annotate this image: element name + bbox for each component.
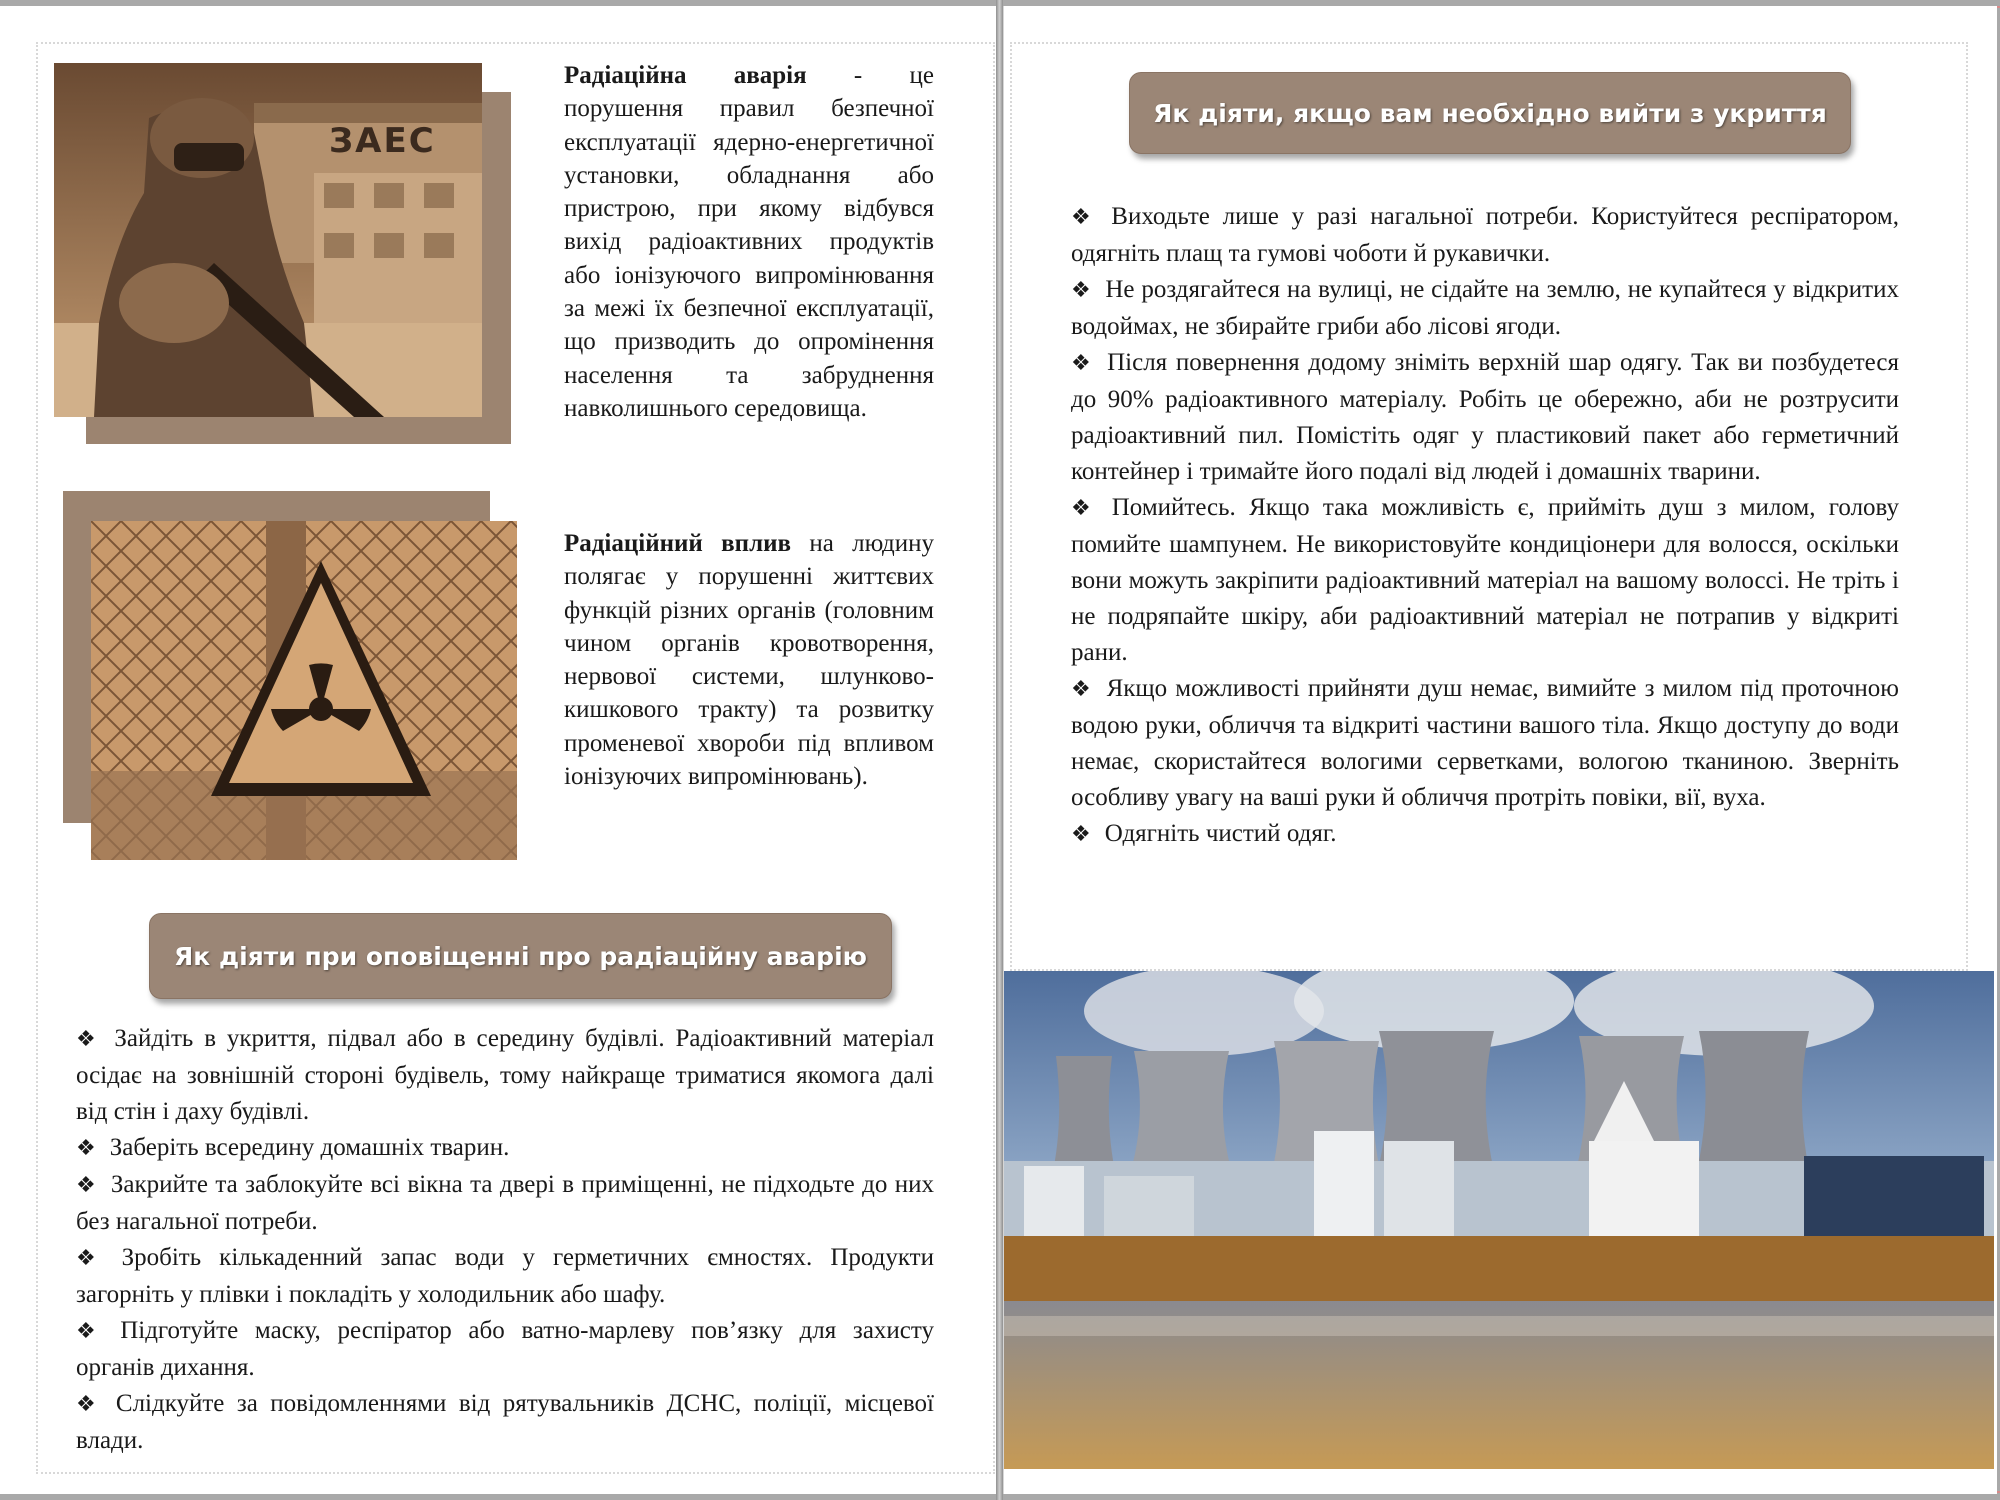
bullet-icon: ❖ bbox=[76, 1246, 108, 1271]
list-item: ❖ Помийтесь. Якщо така можливість є, прийміть душ з милом, голову помийте шампунем. Не використовуйте кондиціонери для волосся, оскільки вони можуть закріпити радіоактивний матеріал на вашому волоссі. Не тріть і не подряпайте шкіру, аби радіоактивний матеріал не потрапив у відкриті рани. bbox=[1071, 494, 1899, 666]
alert-section-title: Як діяти при оповіщенні про радіаційну аварію bbox=[174, 941, 867, 971]
book-gutter bbox=[996, 0, 1003, 1500]
impact-text: на людину полягає у порушенні життєвих функцій різних органів (головним чином органів кровотворення, нервової системи, шлунково-кишкового тракту) та розвитку променевої хвороби під впливом іонізуючих випромінювань). bbox=[564, 530, 934, 791]
bullet-icon: ❖ bbox=[1071, 677, 1093, 702]
list-item: ❖ Заберіть всередину домашніх тварин. bbox=[76, 1134, 510, 1161]
list-item: ❖ Виходьте лише у разі нагальної потреби. Користуйтеся респіратором, одягніть плащ та гумові чоботи й рукавички. bbox=[1071, 203, 1899, 267]
bullet-icon: ❖ bbox=[1071, 278, 1092, 303]
power-plant-photo bbox=[1004, 971, 1994, 1469]
list-item: ❖ Не роздягайтеся на вулиці, не сідайте на землю, не купайтеся у відкритих водоймах, не збирайте гриби або лісові ягоди. bbox=[1071, 276, 1899, 340]
bullet-icon: ❖ bbox=[76, 1173, 97, 1198]
impact-paragraph bbox=[564, 527, 934, 793]
right-page bbox=[1003, 6, 1997, 1494]
bullet-icon: ❖ bbox=[76, 1136, 96, 1161]
bullet-icon: ❖ bbox=[76, 1027, 101, 1052]
list-item: ❖ Після повернення додому зніміть верхній шар одягу. Так ви позбудетеся до 90% радіоактивного матеріалу. Робіть це обережно, аби не розтрусити радіоактивний пил. Помістіть одяг у пластиковий пакет або герметичний контейнер і тримайте його подалі від людей і домашніх тварини. bbox=[1071, 349, 1899, 485]
left-page bbox=[0, 6, 997, 1494]
bullet-icon: ❖ bbox=[76, 1392, 102, 1417]
definition-term: Радіаційна аварія bbox=[564, 62, 807, 89]
exit-actions-list bbox=[1071, 199, 1899, 853]
power-plant-illustration bbox=[1004, 971, 1994, 1469]
bullet-icon: ❖ bbox=[1071, 496, 1098, 521]
definition-paragraph bbox=[564, 59, 934, 425]
bullet-icon: ❖ bbox=[76, 1319, 107, 1344]
radiation-sign-photo bbox=[91, 521, 517, 860]
list-item: ❖ Підготуйте маску, респіратор або ватно-марлеву пов’язку для захисту органів дихання. bbox=[76, 1317, 934, 1381]
bullet-icon: ❖ bbox=[1071, 822, 1091, 847]
list-item: ❖ Якщо можливості прийняти душ немає, вимийте з милом під проточною водою руки, обличчя та відкриті частини вашого тіла. Якщо доступу до води немає, скористайтеся вологими серветками, вологою тканиною. Зверніть особливу увагу на ваші руки й обличчя протріть повіки, вії, вуха. bbox=[1071, 675, 1899, 811]
list-item: ❖ Слідкуйте за повідомленнями від рятувальників ДСНС, поліції, місцевої влади. bbox=[76, 1390, 934, 1454]
photo1-sign: ЗАЕС bbox=[329, 121, 436, 161]
bullet-icon: ❖ bbox=[1071, 351, 1094, 376]
soldier-illustration bbox=[54, 63, 482, 417]
definition-text: - це порушення правил безпечної експлуатації ядерно-енергетичної установки, обладнання або пристрою, при якому відбувся вихід радіоактивних продуктів або іонізуючого випромінювання за межі їх безпечної експлуатації, що призводить до опромінення населення та забруднення навколишнього середовища. bbox=[564, 62, 934, 422]
list-item: ❖ Зробіть кількаденний запас води у герметичних ємностях. Продукти загорніть у плівки і покладіть у холодильник або шафу. bbox=[76, 1244, 934, 1308]
alert-section-heading bbox=[149, 913, 892, 999]
list-item: ❖ Зайдіть в укриття, підвал або в середину будівлі. Радіоактивний матеріал осідає на зовнішній стороні будівель, тому найкраще триматися якомога далі від стін і даху будівлі. bbox=[76, 1025, 934, 1125]
bullet-icon: ❖ bbox=[1071, 205, 1098, 230]
exit-section-title: Як діяти, якщо вам необхідно вийти з укриття bbox=[1153, 98, 1827, 128]
alert-actions-list bbox=[76, 1021, 934, 1459]
list-item: ❖ Одягніть чистий одяг. bbox=[1071, 820, 1337, 847]
soldier-photo bbox=[54, 63, 482, 417]
radiation-sign-illustration bbox=[91, 521, 517, 860]
exit-section-heading bbox=[1129, 72, 1851, 154]
list-item: ❖ Закрийте та заблокуйте всі вікна та двері в приміщенні, не підходьте до них без нагальної потреби. bbox=[76, 1171, 934, 1235]
impact-term: Радіаційний вплив bbox=[564, 530, 791, 557]
